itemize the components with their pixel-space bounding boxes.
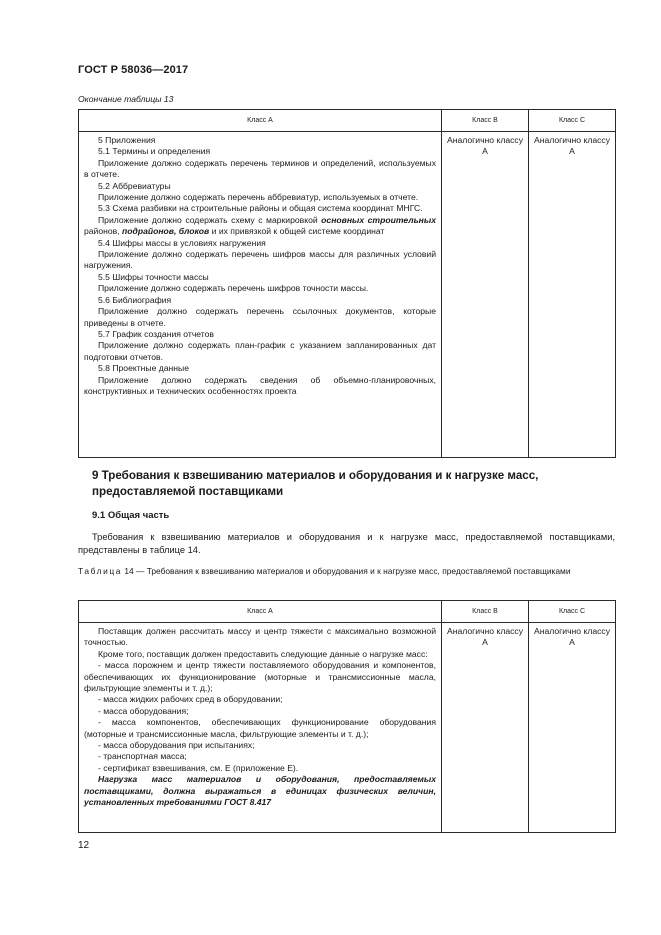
text-run: и их привязкой к общей системе координат — [209, 226, 385, 237]
text-line — [84, 215, 436, 238]
text-line: 5.4 Шифры массы в условиях нагружения — [98, 237, 266, 248]
text-run: районов, — [84, 226, 123, 237]
text-line: 5.1 Термины и определения — [98, 146, 211, 157]
subsection-heading: 9.1 Общая часть — [92, 510, 170, 521]
text-line: Приложение должно содержать перечень аббревиатур, используемых в отчете. — [98, 192, 419, 203]
list-item: - сертификат взвешивания, см. Е (приложение Е). — [98, 762, 299, 773]
text-line: 5.8 Проектные данные — [98, 363, 189, 374]
text-line: Приложение должно содержать план-график с указанием запланированных дат подготовки отчетов. — [84, 340, 436, 362]
table-14 — [78, 600, 616, 833]
body-paragraph: Требования к взвешиванию материалов и оборудования и к нагрузке масс, предоставляемой поставщиками, представлены в таблице 14. — [78, 532, 615, 555]
text-line: 5.2 Аббревиатуры — [98, 180, 171, 191]
column-header-class-a: Класс А — [79, 601, 442, 623]
column-header-class-a: Класс А — [79, 110, 442, 132]
class-c-cell: Аналогично классу А — [529, 623, 616, 833]
text-line: 5.6 Библиография — [98, 294, 172, 305]
class-a-cell — [79, 623, 442, 833]
table-row — [79, 623, 616, 833]
list-item: - масса оборудования при испытаниях; — [98, 740, 255, 751]
text-line: Приложение должно содержать перечень шифров точности массы. — [98, 283, 369, 294]
text-line: Приложение должно содержать перечень ссылочных документов, которые приведены в отчете. — [84, 306, 436, 328]
table-caption-text: 14 — Требования к взвешиванию материалов и оборудования и к нагрузке масс, предоставляемой поставщиками — [122, 566, 571, 576]
text-line: 5.7 График создания отчетов — [98, 328, 214, 339]
list-item: - масса порожнем и центр тяжести поставляемого оборудования и компонентов, обеспечивающих их функционирование (моторные и трансмиссионные масла, фильтрующие элементы и т. д.); — [84, 660, 436, 694]
list-item: - масса оборудования; — [98, 705, 189, 716]
text-line: Приложение должно содержать сведения об объемно-планировочных, конструктивных и технических особенностях проекта — [84, 374, 436, 396]
text-line: 5 Приложения — [98, 135, 156, 145]
text-line: Поставщик должен рассчитать массу и центр тяжести с максимально возможной точностью. — [84, 626, 436, 648]
emphasis-text: подрайонов, блоков — [122, 226, 210, 237]
table-header-row — [79, 110, 616, 132]
table-14-caption — [78, 566, 615, 577]
table-caption-label: Таблица — [78, 566, 123, 576]
class-c-cell: Аналогично классу А — [529, 132, 616, 458]
section-heading: 9 Требования к взвешиванию материалов и оборудования и к нагрузке масс, предоставляемой поставщиками — [92, 469, 539, 498]
text-line: 5.5 Шифры точности массы — [98, 271, 209, 282]
class-a-cell — [79, 132, 442, 458]
list-item: - транспортная масса; — [98, 751, 187, 762]
class-b-cell: Аналогично классу А — [442, 132, 529, 458]
table-header-row — [79, 601, 616, 623]
text-run: Приложение должно содержать схему с маркировкой — [98, 214, 322, 225]
text-line: Приложение должно содержать перечень терминов и определений, используемых в отчете. — [84, 157, 436, 180]
list-item: - масса жидких рабочих сред в оборудовании; — [98, 694, 283, 705]
column-header-class-c: Класс С — [529, 601, 616, 623]
column-header-class-b: Класс В — [442, 601, 529, 623]
table-13 — [78, 109, 616, 458]
text-line: 5.3 Схема разбивки на строительные районы и общая система координат МНГС. — [98, 203, 423, 214]
class-b-cell: Аналогично классу А — [442, 623, 529, 833]
column-header-class-b: Класс В — [442, 110, 529, 132]
page-number: 12 — [78, 840, 90, 851]
document-header: ГОСТ Р 58036—2017 — [78, 64, 189, 76]
emphasis-text: основных строительных — [321, 214, 436, 225]
column-header-class-c: Класс С — [529, 110, 616, 132]
text-line: Кроме того, поставщик должен предоставить следующие данные о нагрузке масс: — [98, 648, 428, 659]
text-line: Приложение должно содержать перечень шифров массы для различных условий нагружения. — [84, 249, 436, 271]
emphasis-paragraph: Нагрузка масс материалов и оборудования, предоставляемых поставщиками, должна выражаться в единицах физических величин, установленных требованиями ГОСТ 8.417 — [84, 774, 436, 808]
table-row — [79, 132, 616, 458]
list-item: - масса компонентов, обеспечивающих функционирование оборудования (моторные и трансмиссионные масла, фильтрующие элементы и т. д.); — [84, 717, 436, 739]
table-13-caption: Окончание таблицы 13 — [78, 94, 174, 104]
